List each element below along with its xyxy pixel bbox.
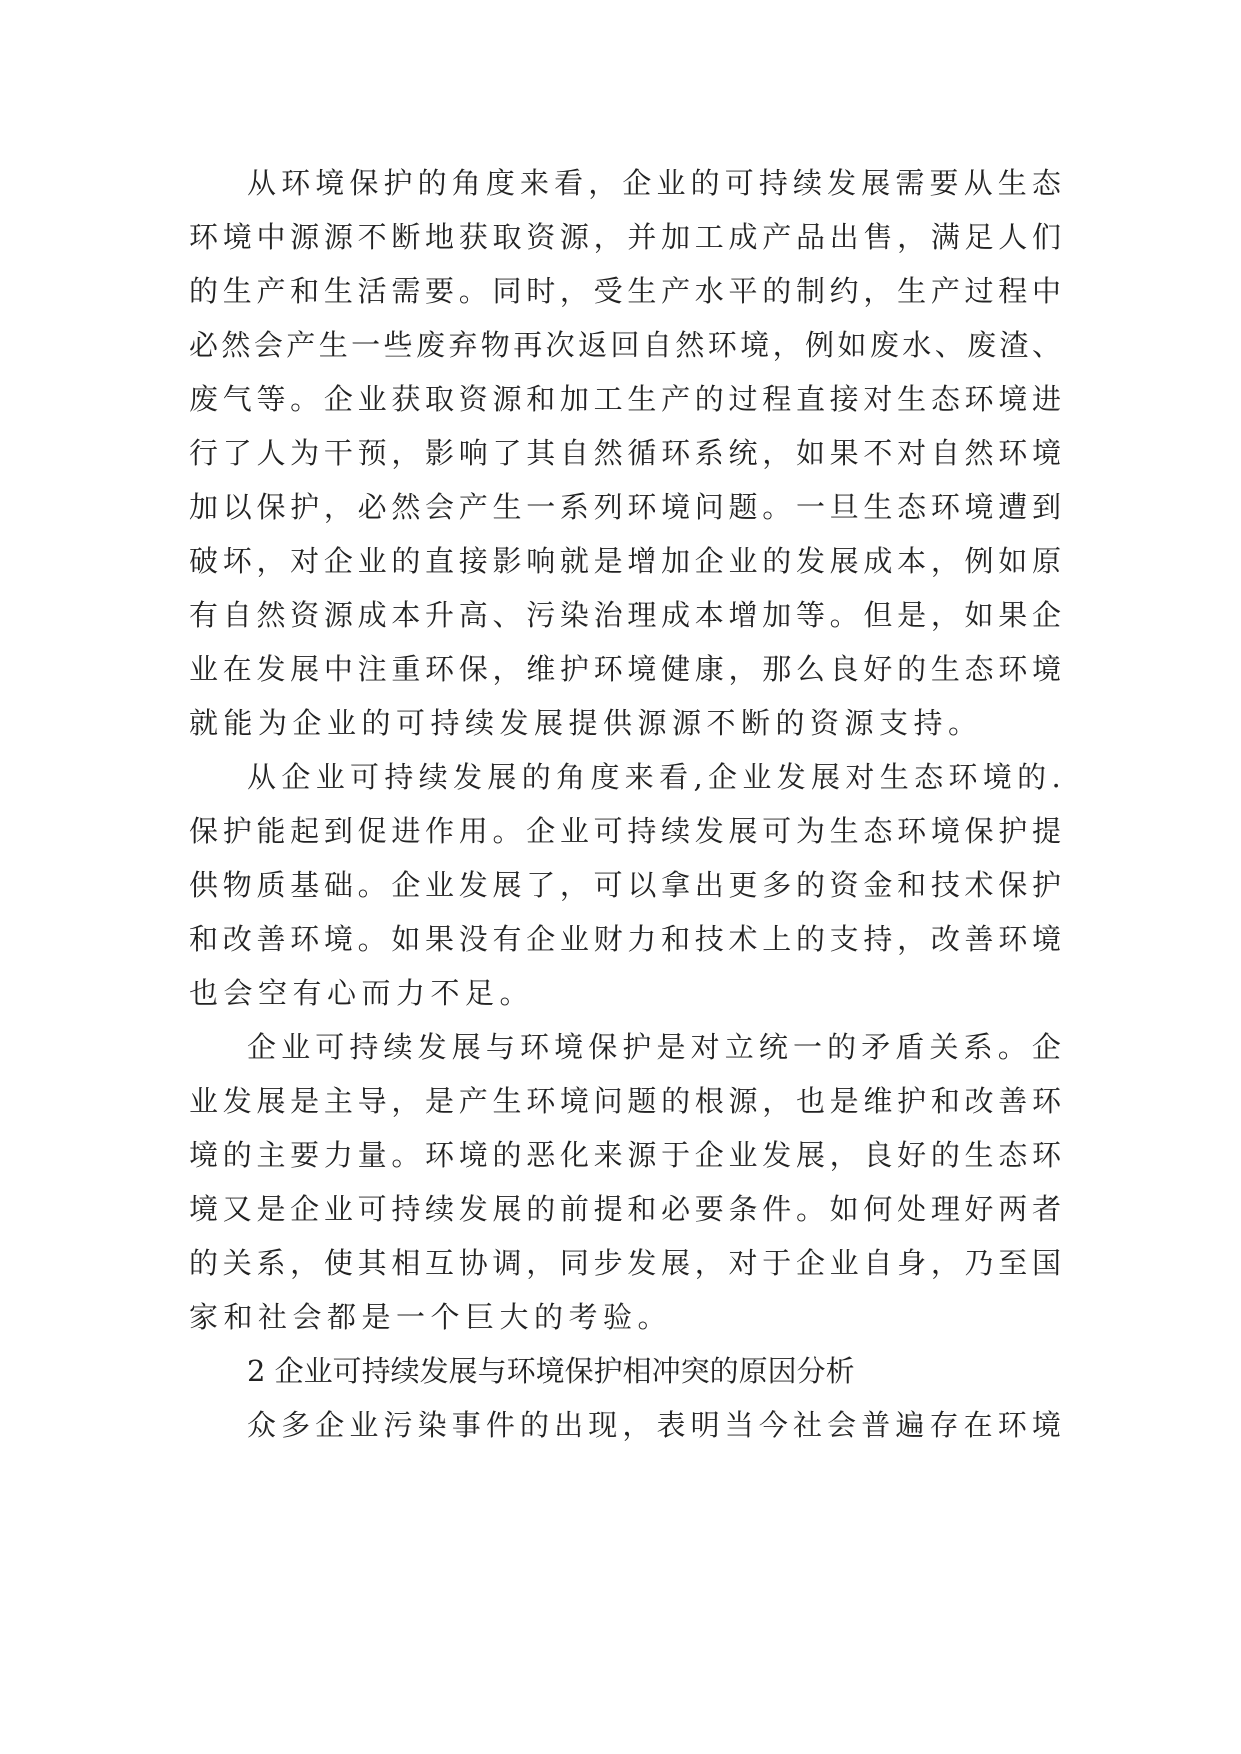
section-heading: 2 企业可持续发展与环境保护相冲突的原因分析 (247, 1354, 855, 1388)
paragraph-1-line-7: 加 以 保 护 ， 必 然 会 产 生 一 系 列 环 境 问 题 。 一 旦 生 态 环 境 遭 到 (189, 490, 1061, 524)
paragraph-2-line-1: 从 企 业 可 持 续 发 展 的 角 度 来 看 , 企 业 发 展 对 生 态 环 境 的 . (247, 760, 1061, 794)
paragraph-2-line-2: 保 护 能 起 到 促 进 作 用 。 企 业 可 持 续 发 展 可 为 生 态 环 境 保 护 提 (189, 814, 1061, 848)
paragraph-1-line-5: 废 气 等 。 企 业 获 取 资 源 和 加 工 生 产 的 过 程 直 接 对 生 态 环 境 进 (189, 382, 1061, 416)
paragraph-3-line-1: 企 业 可 持 续 发 展 与 环 境 保 护 是 对 立 统 一 的 矛 盾 关 系 。 企 (247, 1030, 1061, 1064)
paragraph-2-line-3: 供 物 质 基 础 。 企 业 发 展 了 ， 可 以 拿 出 更 多 的 资 金 和 技 术 保 护 (189, 868, 1061, 902)
paragraph-1-line-4: 必 然 会 产 生 一 些 废 弃 物 再 次 返 回 自 然 环 境 ， 例 如 废 水 、 废 渣 、 (189, 328, 1061, 362)
paragraph-4-line-1: 众 多 企 业 污 染 事 件 的 出 现 ， 表 明 当 今 社 会 普 遍 存 在 环 境 (247, 1408, 1061, 1442)
paragraph-1-line-6: 行 了 人 为 干 预 ， 影 响 了 其 自 然 循 环 系 统 ， 如 果 不 对 自 然 环 境 (189, 436, 1061, 470)
paragraph-3-line-2: 业 发 展 是 主 导 ， 是 产 生 环 境 问 题 的 根 源 ， 也 是 维 护 和 改 善 环 (189, 1084, 1061, 1118)
paragraph-1-line-3: 的 生 产 和 生 活 需 要 。 同 时 ， 受 生 产 水 平 的 制 约 ， 生 产 过 程 中 (189, 274, 1061, 308)
paragraph-2-line-4: 和 改 善 环 境 。 如 果 没 有 企 业 财 力 和 技 术 上 的 支 持 ， 改 善 环 境 (189, 922, 1061, 956)
paragraph-1-line-1: 从 环 境 保 护 的 角 度 来 看 ， 企 业 的 可 持 续 发 展 需 要 从 生 态 (247, 166, 1061, 200)
paragraph-1-line-9: 有 自 然 资 源 成 本 升 高 、 污 染 治 理 成 本 增 加 等 。 但 是 ， 如 果 企 (189, 598, 1061, 632)
paragraph-1-line-8: 破 坏 ， 对 企 业 的 直 接 影 响 就 是 增 加 企 业 的 发 展 成 本 ， 例 如 原 (189, 544, 1061, 578)
paragraph-3-line-6: 家和社会都是一个巨大的考验。 (189, 1300, 673, 1334)
paragraph-1-line-10: 业 在 发 展 中 注 重 环 保 ， 维 护 环 境 健 康 ， 那 么 良 好 的 生 态 环 境 (189, 652, 1061, 686)
paragraph-2-line-5: 也会空有心而力不足。 (189, 976, 535, 1010)
paragraph-1-line-11: 就能为企业的可持续发展提供源源不断的资源支持。 (189, 706, 983, 740)
paragraph-3-line-4: 境 又 是 企 业 可 持 续 发 展 的 前 提 和 必 要 条 件 。 如 何 处 理 好 两 者 (189, 1192, 1061, 1226)
paragraph-1-line-2: 环 境 中 源 源 不 断 地 获 取 资 源 ， 并 加 工 成 产 品 出 售 ， 满 足 人 们 (189, 220, 1061, 254)
paragraph-3-line-5: 的 关 系 ， 使 其 相 互 协 调 ， 同 步 发 展 ， 对 于 企 业 自 身 ， 乃 至 国 (189, 1246, 1061, 1280)
paragraph-3-line-3: 境 的 主 要 力 量 。 环 境 的 恶 化 来 源 于 企 业 发 展 ， 良 好 的 生 态 环 (189, 1138, 1061, 1172)
